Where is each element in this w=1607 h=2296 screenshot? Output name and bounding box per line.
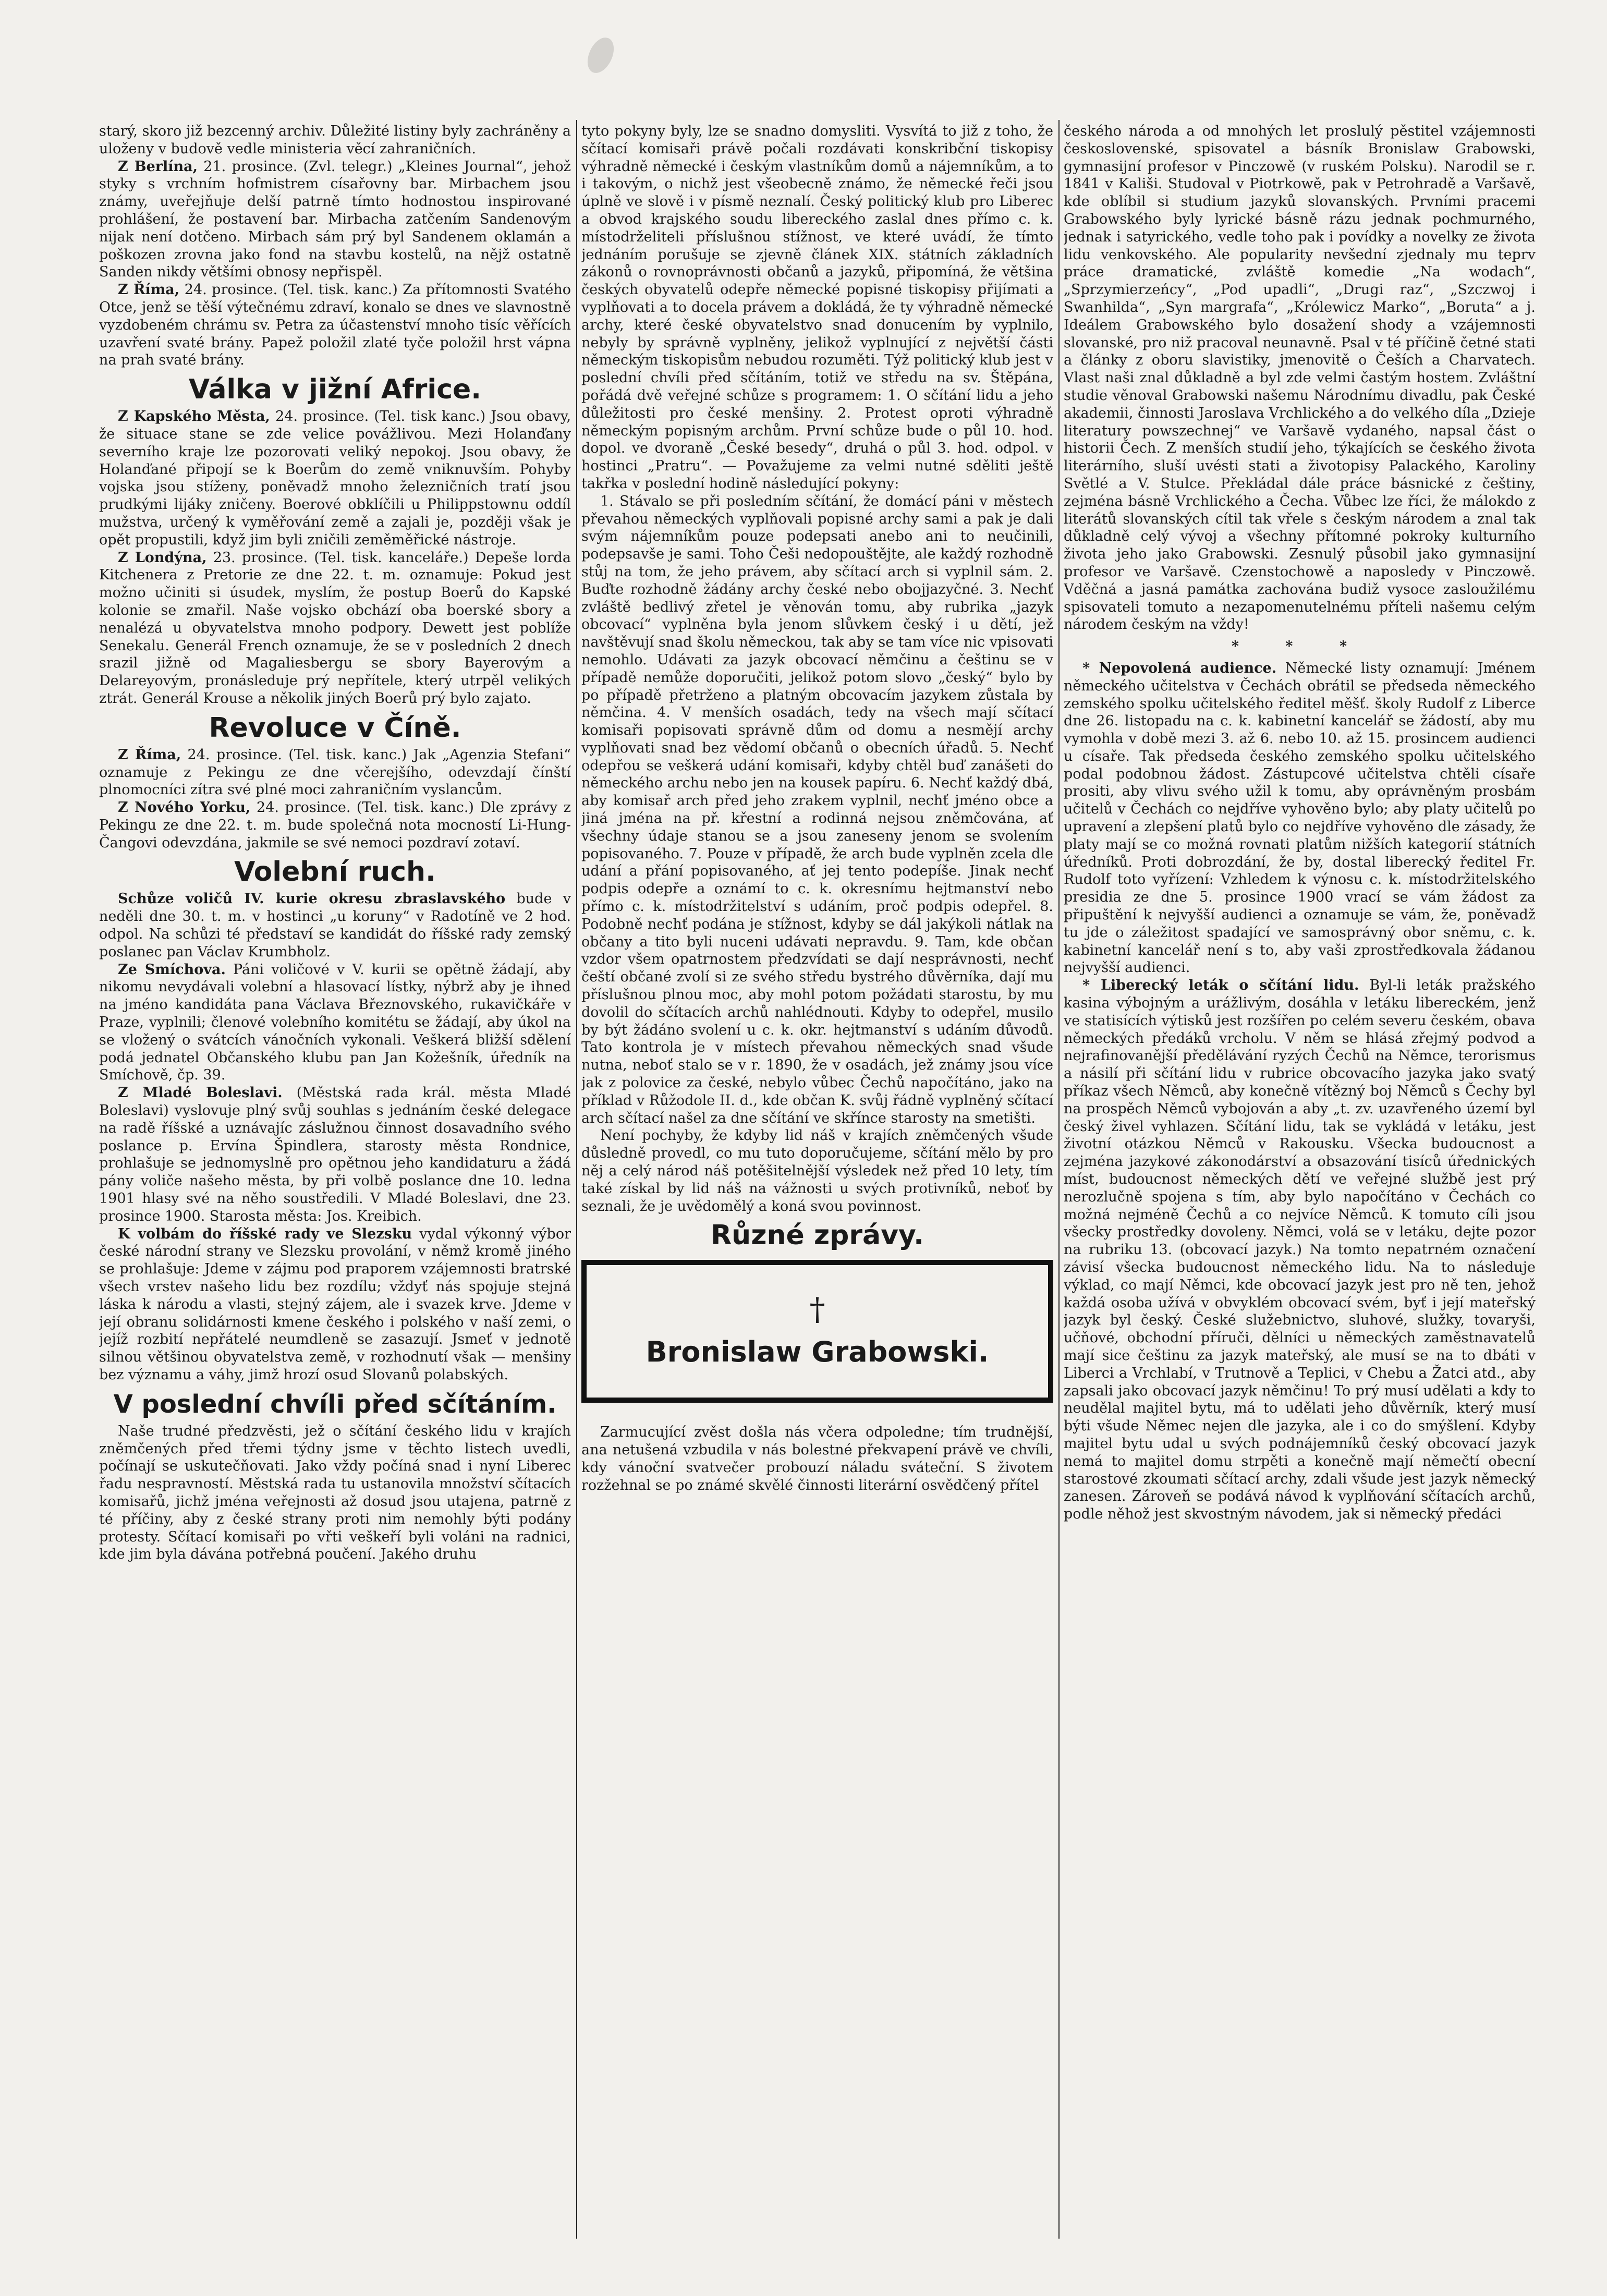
dateline: Ze Smíchova.: [118, 961, 226, 978]
news-item: [99, 281, 571, 369]
dateline: Z Nového Yorku,: [118, 799, 251, 816]
news-text: 24. prosince. (Tel. tisk kanc.) Jsou obavy, že situace stane se zde velice povážlivou. Mezi Holanďany severního kraje lze pozorovati veliký nepokoj. Jsou obavy, že Holanďané připojí se k Boerům do země vniknuvším. Pohyby vojska jsou stíženy, poněvadž mnoho železničních tratí jsou prudkými lijáky zničeny. Boerové obklíčili u Philippstownu oddíl mužstva, určený k vyměřování země a zajali je, později však je opět propustili, když jim byli zničili zeměměřické nástroje.: [99, 408, 571, 548]
news-text: Byl-li leták pražského kasina výbojným a urážlivým, dosáhla v letáku libereckém, jenž ve statisících výtisků jest rozšířen po celém severu českém, obava německých předáků vrcholu. V něm se hlásá zřejmý podvod a nejrafinovanější předělávání ryzých Čechů na Němce, terorismus a násilí při sčítání lidu v rubrice obcovacího jazyka jako svatý příkaz všech Němců, aby konečně vítězný boj Němců s Čechy byl na prospěch Němců vybojován a aby „t. zv. uzavřeného území byl český živel vyhlazen. Sčítání lidu, tak se vykládá v letáku, jest životní otázkou Němců v Rakousku. Všecka budoucnost a zejména jazykové zákonodárství a obsazování tisíců úřednických míst, budoucnost německých dětí ve veřejné službě jest prý nerozlučně spojena s tím, aby bylo napočítáno v Čechách co možná nejméně Čechů a co nejvíce Němců. K tomuto cíli jsou všecky prostředky dovoleny. Němci, volá se v letáku, dejte pozor na rubriku 13. (obcovací jazyk.) Na tomto nepatrném označení závisí všecka budoucnost německého lidu. Na to následuje výklad, co mají Němci, kde obcovací jazyk jest pro ně ten, jehož každá osoba užívá v obvyklém obcovací svém, byť i její mateřský jazyk byl český. České služebnictvo, sluhové, služky, tovaryši, učňové, obchodní příruči, dělníci u německých zaměstnavatelů mají sice češtinu za jazyk mateřský, ale musí se na to dbáti v Liberci a Vrchlabí, v Trutnově a Teplici, v Chebu a Žatci atd., aby zapsali jako obcovací jazyk němčinu! To prý musí udělati a kdy to neudělal majitel bytu, má to udělati jeho důvěrník, který musí býti všude Němec nejen dle jazyka, ale i co do smýšlení. Kdyby majitel bytu udal u svých podnájemníků český obcovací jazyk nemá to majitel domu strpěti a konečně mají němečtí obecní starostové zkoumati sčítací archy, zdali všude jest jazyk německý zanesen. Zároveň se podává návod k vyplňování sčítacích archů, podle něhož jest skvostným návodem, jak si německý předáci: [1064, 977, 1536, 1523]
article-paragraph: Naše trudné předzvěsti, jež o sčítání českého lidu v krajích zněmčených před třemi týdny jsme v těchto listech uvedli, počínají se uskutečňovati. Jako vždy počíná snad i nyní Liberec řadu nespravností. Městská rada tu ustanovila množství sčítacích komisařů, jichž jména veřejnosti až dosud jsou utajena, patrně z té příčiny, aby z české strany proti nim nemohly býti podány protesty. Sčítací komisaři po vřti veškeří byli voláni na radnici, kde jim byla dávána potřebná poučení. Jakého druhu: [99, 1423, 571, 1563]
dateline: Z Mladé Boleslavi.: [118, 1085, 283, 1101]
news-text: 24. prosince. (Tel. tisk. kanc.) Jak „Agenzia Stefani“ oznamuje z Pekingu ze dne včerejšího, odevzdají čínští plnomocníci zítra své plné moci zahraničním vyslancům.: [99, 746, 571, 798]
section-heading: Různé zprávy.: [711, 1220, 924, 1252]
article-paragraph: Není pochyby, že kdyby lid náš v krajích zněmčených všude důsledně provedl, co mu tuto doporučujeme, sčítání mělo by pro něj a celý národ náš potěšitelnější výsledek než před 10 lety, tím také získal by lid náš na vážnosti u svých protivníků, neboť by seznali, že je uvědomělý a koná svou povinnost.: [581, 1127, 1053, 1214]
section-heading: Válka v jižní Africe.: [188, 374, 482, 406]
news-text: bude v neděli dne 30. t. m. v hostinci „u koruny“ v Radotíně ve 2 hod. odpol. Na schůzi té představí se kandidát do říšské rady zemský poslanec pan Václav Krumbholz.: [99, 891, 571, 960]
news-item: [99, 1225, 571, 1384]
dateline: Z Kapského Města,: [118, 408, 270, 425]
news-text: 23. prosince. (Tel. tisk. kanceláře.) Depeše lorda Kitchenera z Pretorie ze dne 22. t. m. oznamuje: Pokud jest možno učiniti si úsudek, myslím, že postup Boerů do Kapské kolonie se zmařil. Naše vojsko obchází oba boerské sbory a nenalézá u obyvatelstva mnoho podpory. Dewett jest poblíže Senekalu. Generál French oznamuje, že se v posledních 2 dnech srazil jižně od Magaliesbergu se sbory Bayerovým a Delareyovým, pronásleduje prý nepřítele, který utrpěl velikých ztrát. Generál Krouse a několik jiných Boerů prý bylo zajato.: [99, 549, 571, 707]
news-text: (Městská rada král. města Mladé Boleslavi) vyslovuje plný svůj souhlas s jednáním české delegace na radě říšské a uznávajíc záslužnou činnost dosavadního svého poslance p. Ervína Špindlera, starosty města Rondnice, prohlašuje se jednomyslně pro opětnou jeho kandidaturu a žádá pány voliče našeho města, by při volbě poslance dne 10. ledna 1901 hlasy své na něho soustředili. V Mladé Boleslavi, dne 23. prosince 1900. Starosta města: Jos. Kreibich.: [99, 1085, 571, 1224]
news-text: 24. prosince. (Tel. tisk. kanc.) Dle zprávy z Pekingu ze dne 22. t. m. bude společná nota mocností Li-Hung-Čangovi odevzdána, jakmile se své nemoci pozdraví zotaví.: [99, 799, 571, 851]
obituary-name: Bronislaw Grabowski.: [646, 1335, 989, 1369]
dateline: Z Berlína,: [118, 158, 198, 175]
news-text: Páni voličové v V. kurii se opětně žádají, aby nikomu nevydávali volební a hlasovací lístky, nýbrž aby je ihned na jméno kandidáta pana Václava Březnovského, rukavičkáře v Praze, vyplnili; členové volebního komitétu se žádají, aby úkol na se vložený o svátcích vánočních vykonali. Veškerá bližší sdělení podá jednatel Občanského klubu pan Jan Kožešník, úředník na Smíchově, čp. 39.: [99, 961, 571, 1084]
news-item: [99, 1084, 571, 1225]
news-item: [99, 408, 571, 549]
dateline: K volbám do říšské rady ve Slezsku: [118, 1225, 412, 1242]
dateline: * Nepovolená audience.: [1082, 660, 1277, 676]
dateline: Z Londýna,: [118, 549, 207, 566]
column-rule-2: [1058, 120, 1060, 2239]
news-item: [99, 890, 571, 961]
dateline: Z Říma,: [118, 746, 181, 763]
section-heading: V poslední chvíli před sčítáním.: [113, 1389, 557, 1419]
dateline: * Liberecký leták o sčítání lidu.: [1082, 977, 1359, 994]
article-paragraph: Zarmucující zvěst došla nás včera odpoledne; tím trudnější, ana netušená vzbudila v nás bolestné překvapení právě ve chvíli, kdy vánoční svatvečer probouzí náladu sváteční. S životem rozžehnal se po známé skvělé činnosti literární osvědčený přítel: [581, 1424, 1053, 1493]
news-item: [99, 799, 571, 852]
dateline: Z Říma,: [118, 282, 180, 298]
news-item: [99, 158, 571, 282]
article-continuation: starý, skoro již bezcenný archiv. Důležité listiny byly zachráněny a uloženy v budově vedle ministeria věcí zahraničních.: [99, 123, 571, 157]
news-item: [99, 961, 571, 1085]
cross-icon: †: [809, 1291, 825, 1328]
article-continuation: českého národa a od mnohých let proslulý pěstitel vzájemnosti československé, spisovatel a básník Bronislaw Grabowski, gymnasijní profesor v Pinczowě (v ruském Polsku). Narodil se r. 1841 v Kališi. Studoval v Piotrkowě, pak v Petrohradě a Varšavě, kde oblíbil si studium jazyků slovanských. Prvními pracemi Grabowského byly lyrické básně rázu jednak pochmurného, jednak i satyrického, vedle toho pak i povídky a novelky ze života lidu venkovského. Ale popularity nevšední zjednaly mu teprv práce dramatické, zvláště komedie „Na wodach“, „Sprzymierzeńcy“, „Pod upadli“, „Drugi raz“, „Szczwoj i Swanhilda“, „Syn margrafa“, „Królewicz Marko“, „Boruta“ a j. Ideálem Grabowského bylo dosažení shody a vzájemnosti slovanské, pro niž pracoval neunavně. Psal v té příčině četné stati a články z oboru slavistiky, jmenovitě o Češích a Charvatech. Vlast naši znal důkladně a byl zde velmi častým hostem. Zvláštní studie věnoval Grabowski našemu Národnímu divadlu, pak České akademii, činnosti Jaroslava Vrchlického a do velkého díla „Dzieje literatury powszechnej“ ve Varšavě vydaného, napsal část o historii Čech. Z menších studií jeho, týkajících se českého života literárního, sluší uvésti stati a životopisy Palackého, Karoliny Světlé a V. Stulce. Překládal dále práce básnické z češtiny, zejména básně Vrchlického a Čecha. Vůbec lze říci, že málokdo z literátů slovanských cítil tak vřele s českým národem a znal tak důkladně celý vývoj a všechny přítomné pokroky kulturního života jeho jako Grabowski. Zesnulý působil jako gymnasijní profesor ve Varšavě. Czenstochowě a naposledy v Pinczowě. Vděčná a jasná památka zachována budiž vysoce zasloužilému spisovateli tomuto a nezapomenutelnému příteli našemu celým národem českým na vždy!: [1064, 123, 1536, 633]
column-3: [1064, 123, 1536, 2239]
column-1: [99, 123, 571, 2239]
obituary-box: [581, 1260, 1053, 1403]
news-item: [1064, 977, 1536, 1523]
news-text: 24. prosince. (Tel. tisk. kanc.) Za přítomnosti Svatého Otce, jenž se těší výtečnému zdraví, konalo se dnes ve slavnostně vyzdobeném chrámu sv. Petra za účastenství mnoho tisíc věřících uzavření svaté brány. Papež položil zlaté tyče položil hrst vápna na prah svaté brány.: [99, 282, 571, 369]
ink-smudge: [582, 33, 619, 77]
section-heading: Revoluce v Číně.: [209, 712, 461, 744]
dateline: Schůze voličů IV. kurie okresu zbraslavského: [118, 891, 506, 907]
news-text: 21. prosince. (Zvl. telegr.) „Kleines Journal“, jehož styky s vrchním hofmistrem císařovny bar. Mirbachem jsou známy, uveřejňuje delší patrně tímto hodnostou inspirované prohlášení, že postavení bar. Mirbacha zatčením Sandenovým nijak není dotčeno. Mirbach sám prý byl Sandenem oklamán a poškozen zrovna jako fond na stavbu kostelů, na nějž ostatně Sanden nikdy většími obnosy nepřispěl.: [99, 158, 571, 281]
column-2: [581, 123, 1053, 2239]
news-text: vydal výkonný výbor české národní strany ve Slezsku provolání, v němž kromě jiného se prohlašuje: Jdeme v zájmu pod praporem vzájemnosti bratrské všech vrstev našeho lidu bez rozdílu; vždyť nás spojuje stejná láska k národu a vlasti, stejný zájem, ale i svazek krve. Jdeme v její obranu solidárnosti kmene českého i polského v naší zemi, o jejíž rozbití nepřátelé neumdleně se zasazují. Jsmeť v jednotě silnou většinou obyvatelstva země, v rozhodnutí však — menšiny bez významu a váhy, jimž hrozí osud Slovanů polabských.: [99, 1225, 571, 1383]
news-item: [99, 746, 571, 799]
article-continuation: tyto pokyny byly, lze se snadno domysliti. Vysvítá to již z toho, že sčítací komisaři právě počali rozdávati konskribční tiskopisy výhradně německé i českým vlastníkům domů a nájemníkům, a to i takovým, o nichž jest všeobecně známo, že německé řeči jsou úplně ve slově i v písmě neznalí. Český politický klub pro Liberec a obvod krajského soudu libereckého zaslal dnes přímo c. k. místodrželiteli příslušnou stížnost, ve které uvádí, že tímto jednáním porušuje se zjevně článek XIX. státních základních zákonů o rovnoprávnosti občanů a jazyků, připomíná, že většina českých obyvatelů odepře německé popisné tiskopisy přijímati a vyplňovati a to docela právem a dokládá, že ty výhradně německé archy, které české obyvatelstvo snad donucením by vyplnilo, nebyly by správně vyplněny, jelikož vyplnující z největší části německým tiskopisům nebudou rozuměti. Týž politický klub jest v poslední chvíli před sčítáním, totiž ve středu na sv. Štěpána, pořádá dvě veřejné schůze s programem: 1. O sčítání lidu a jeho důležitosti pro české menšiny. 2. Protest oproti výhradně německým popisným archům. První schůze bude o půl 10. hod. dopol. ve dvoraně „České besedy“, druhá o půl 3. hod. odpol. v hostinci „Pratru“. — Považujeme za velmi nutné sděliti ještě takřka v poslední hodině následující pokyny:: [581, 123, 1053, 492]
article-paragraph: 1. Stávalo se při posledním sčítání, že domácí páni v městech převahou německých vyplňovali popisné archy sami a pak je dali svým nájemníkům pouze podepsati anebo ani to neučinili, podepsavše je sami. Toho Češi nedopouštějte, ale každý rozhodně stůj na tom, že jeho právem, aby sčítací arch si vyplnil sám. 2. Buďte rozhodně žádány archy české nebo obojjazyčné. 3. Nechť zvláště bedlivý zřetel je věnován tomu, aby rubrika „jazyk obcovací“ vyplněna byla jenom slůvkem český i u dětí, jež navštěvují snad školu německou, tak aby se tam více nic vpisovati nemohlo. Udávati za jazyk obcovací němčinu a češtinu se v případě nemůže doporučiti, jelikož potom slovo „český“ bylo by po případě přetrženo a platným obcovacím jazykem zůstala by němčina. 4. V menších osadách, tedy na všech mají sčítací komisaři popisovati správně dům od domu a nesmějí archy vyplňovati snad bez vědomí občanů o obecních úřadů. 5. Nechť odepřou se veškerá udání komisaři, kdyby chtěl buď zanášeti do německého archu nebo jen na kousek papíru. 6. Nechť každý dbá, aby komisař arch před jeho zrakem vyplnil, nechť jméno obce a jiná jména na př. křestní a rodinná nejsou zněmčována, ať všechny údaje stanou se a jsou zaneseny jenom se svolením popisovaného. 7. Pouze v případě, že arch bude vyplněn zcela dle udání a přání popisovaného, ať jej tento podepíše. Jinak nechť podpis odepře a oznámí to c. k. okresnímu hejtmanství nebo přímo c. k. místodržitelství s udáním, proč podpis odepřel. 8. Podobně nechť podána je stížnost, kdyby se dál jakýkoli nátlak na občany a tito byli nuceni udávati nepravdu. 9. Tam, kde občan vzdor všem opatrnostem předzvídati se dají nesprávnosti, nechť čeští občané zvolí si ze svého středu bystrého důvěrníka, dají mu příslušnou plnou moc, aby mohl potom požádati starostu, by mu dovolil do sčítacích archů nahlédnouti. Kdyby to odepřel, musilo by být žádáno svolení u c. k. okr. hejtmanství s udáním důvodů. Tato kontrola je v místech převahou německých snad všude nutna, neboť stalo se v r. 1890, že v osadách, jež známy jsou více jak z polovice za české, nebylo vůbec Čechů napočítáno, jako na příklad v Růžodole II. d., kde občan K. svůj řádně vyplněný sčítací arch sčítací našel za dne sčítání ve skřínce starosty na smetišti.: [581, 493, 1053, 1126]
column-rule-1: [576, 120, 577, 2239]
news-item: [1064, 660, 1536, 977]
news-text: Německé listy oznamují: Jménem německého učitelstva v Čechách obrátil se předseda německého zemského spolku učitelského ředitel měšť. školy Rudolf z Liberce dne 26. listopadu na c. k. kabinetní kancelář se žádostí, aby mu vymohla v době mezi 3. až 6. nebo 10. až 15. prosincem audienci u císaře. Tak předseda českého zemského spolku učitelského podal podobnou žádost. Zástupcové učitelstva chtěli císaře prositi, aby vlivu svého užil k tomu, aby oprávněným prosbám učitelů v Čechách co nejdříve vyhověno bylo; aby platy učitelů po upravení a zlepšení platů bylo co nejdříve vyhověno dle zásady, že platy mají se co možná rovnati platům nižších kategorií státních úředníků. Proti dobrozdání, že by, dostal liberecký ředitel Fr. Rudolf toto vyřízení: Vzhledem k výnosu c. k. místodržitelského presidia ze dne 5. prosince 1900 vrací se vám žádost za připuštění k nejvyšší audienci a oznamuje se vám, že, poněvadž tu jde o záležitost spadající ve samosprávný obor sněmu, c. k. kabinetní kancelář není s to, aby vaši zprostředkovala žádanou nejvyšší audienci.: [1064, 660, 1536, 976]
separator-stars: * * *: [1231, 638, 1368, 655]
news-item: [99, 549, 571, 708]
section-heading: Volební ruch.: [234, 856, 436, 888]
